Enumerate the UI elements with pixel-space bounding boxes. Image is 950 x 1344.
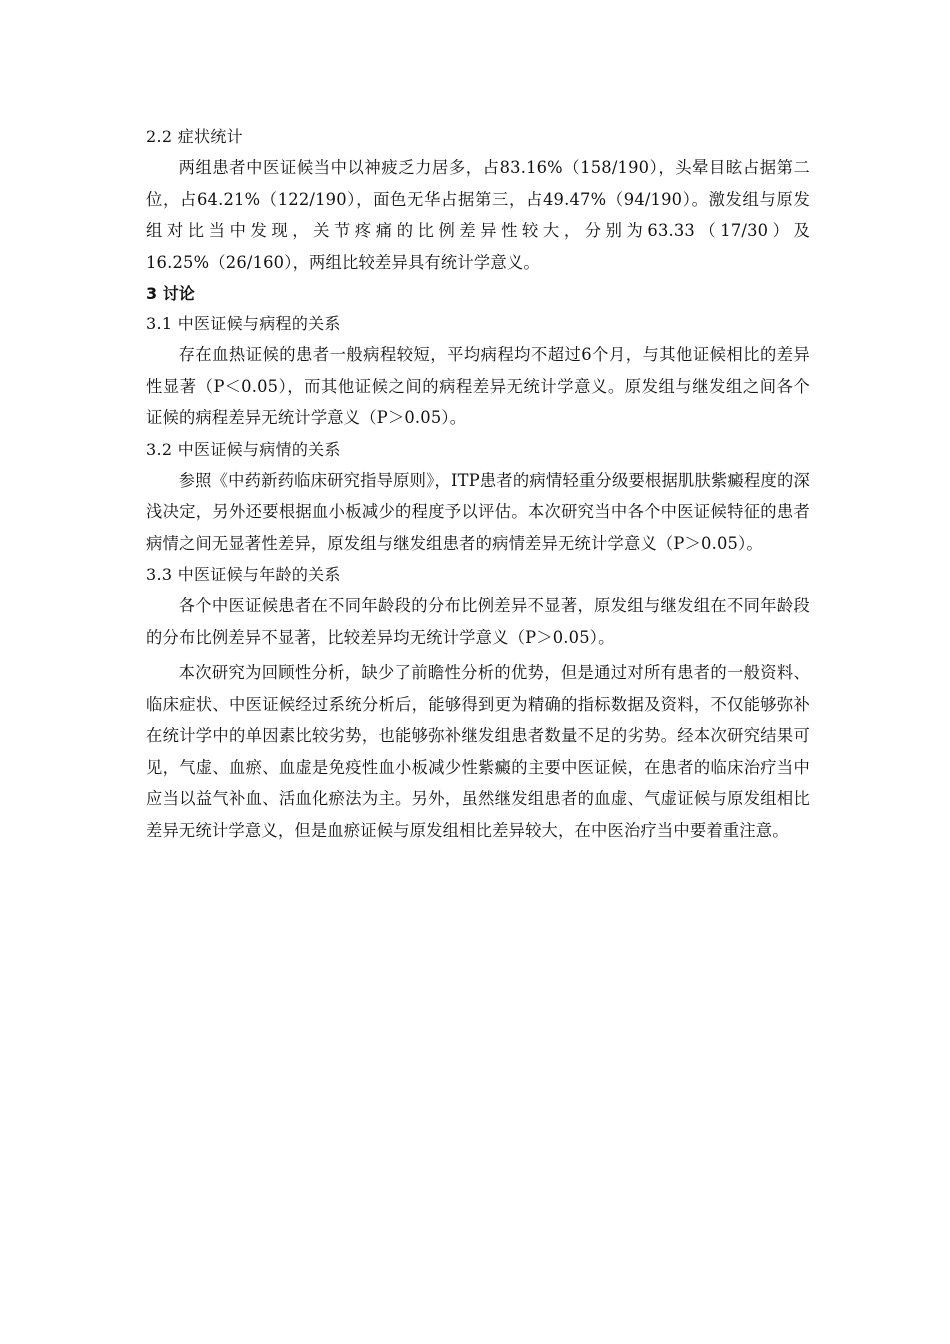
- section-heading-3-1: 3.1 中医证候与病程的关系: [146, 314, 341, 333]
- paragraph-severity-relation: 参照《中药新药临床研究指导原则》，ITP患者的病情轻重分级要根据肌肤紫癜程度的深浅决定，另外还要根据血小板减少的程度予以评估。本次研究当中各个中医证候特征的患者病情之间无显著性差异，原发组与继发组患者的病情差异无统计学意义（P＞0.05）。: [146, 470, 810, 553]
- paragraph-course-relation: 存在血热证候的患者一般病程较短，平均病程均不超过6个月，与其他证候相比的差异性显著（P＜0.05），而其他证候之间的病程差异无统计学意义。原发组与继发组之间各个证候的病程差异无统计学意义（P＞0.05）。: [146, 345, 810, 427]
- section-heading-2-2: 2.2 症状统计: [146, 127, 243, 146]
- paragraph-symptom-statistics: 两组患者中医证候当中以神疲乏力居多，占83.16%（158/190），头晕目眩占据第二位，占64.21%（122/190），面色无华占据第三，占49.47%（94/190）。激发组与原发组对比当中发现，关节疼痛的比例差异性较大，分别为63.33（17/30）及16.25%（26/160），两组比较差异具有统计学意义。: [146, 158, 810, 272]
- paragraph-conclusion: 本次研究为回顾性分析，缺少了前瞻性分析的优势，但是通过对所有患者的一般资料、临床症状、中医证候经过系统分析后，能够得到更为精确的指标数据及资料，不仅能够弥补在统计学中的单因素比较劣势，也能够弥补继发组患者数量不足的劣势。经本次研究结果可见，气虚、血瘀、血虚是免疫性血小板减少性紫癜的主要中医证候，在患者的临床治疗当中应当以益气补血、活血化瘀法为主。另外，虽然继发组患者的血虚、气虚证候与原发组相比差异无统计学意义，但是血瘀证候与原发组相比差异较大，在中医治疗当中要着重注意。: [146, 663, 810, 840]
- document-page: [146, 123, 810, 846]
- paragraph-age-relation: 各个中医证候患者在不同年龄段的分布比例差异不显著，原发组与继发组在不同年龄段的分布比例差异不显著，比较差异均无统计学意义（P＞0.05）。: [146, 596, 810, 647]
- section-heading-3: 3 讨论: [146, 284, 195, 303]
- section-heading-3-2: 3.2 中医证候与病情的关系: [146, 439, 341, 459]
- section-heading-3-3: 3.3 中医证候与年龄的关系: [146, 565, 341, 584]
